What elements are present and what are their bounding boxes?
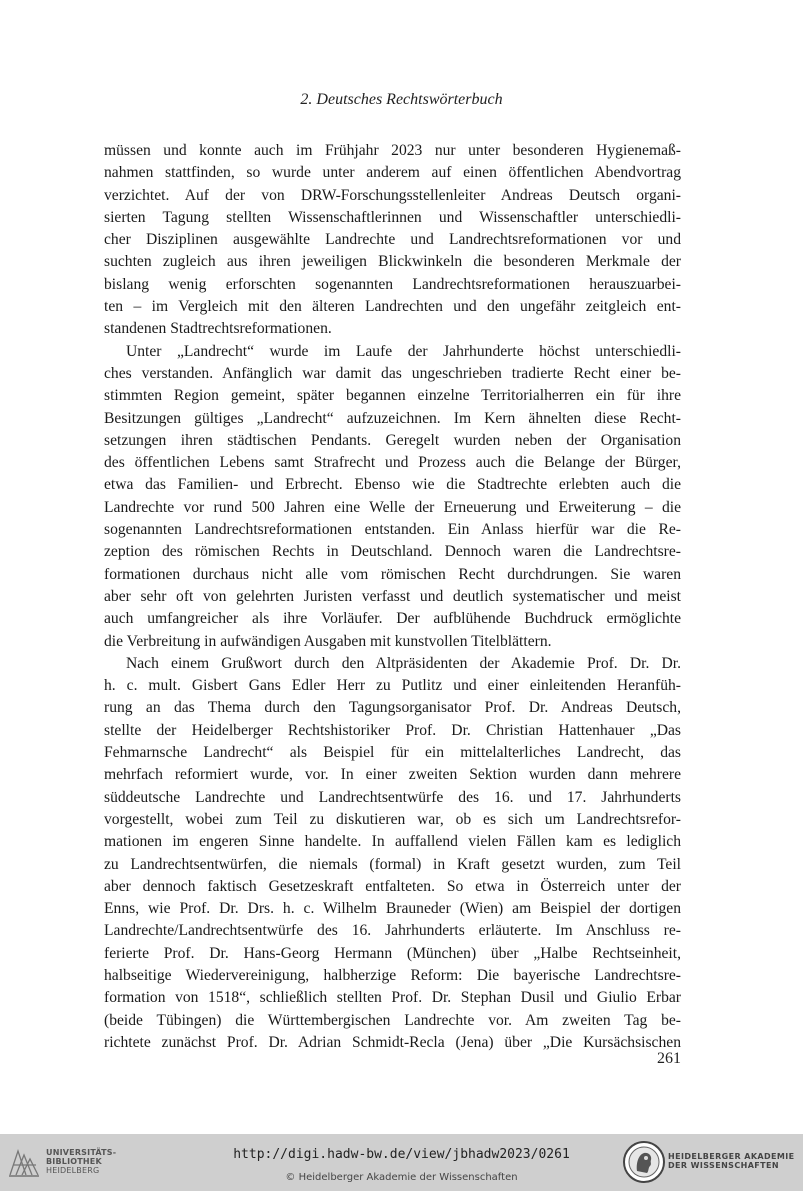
text-line: bislang wenig erforschten sogenannten Landrechtsreformationen herauszuarbei-: [104, 275, 681, 293]
digitization-footer: [0, 1134, 803, 1191]
text-line: zu Landrechtsentwürfen, die niemals (formal) in Kraft gesetzt wurden, zum Teil: [104, 855, 681, 873]
text-line: setzungen ihren städtischen Pendants. Geregelt wurden neben der Organisation: [104, 431, 681, 449]
text-line: ferierte Prof. Dr. Hans-Georg Hermann (München) über „Halbe Rechtseinheit,: [104, 944, 681, 962]
text-line: vorgestellt, wobei zum Teil zu diskutieren war, ob es sich um Landrechtsrefor-: [104, 810, 681, 828]
text-line: ten – im Vergleich mit den älteren Landrechten und den ungefähr zeitgleich ent-: [104, 298, 681, 316]
running-head: 2. Deutsches Rechtswörterbuch: [300, 91, 503, 108]
hadw-line-1: HEIDELBERGER AKADEMIE: [668, 1152, 795, 1161]
ub-line-1: UNIVERSITÄTS-: [46, 1148, 117, 1157]
text-line: nahmen stattfinden, so wurde unter anderem auf einen öffentlichen Abendvortrag: [104, 164, 681, 182]
text-line: des öffentlichen Lebens samt Strafrecht und Prozess auch die Belange der Bürger,: [104, 454, 681, 472]
text-line: Fehmarnsche Landrecht“ als Beispiel für ein mittelalterliches Landrecht, das: [104, 744, 681, 762]
text-line: etwa das Familien- und Erbrecht. Ebenso wie die Stadtrechte erlebten auch die: [104, 476, 681, 494]
text-line: cher Disziplinen ausgewählte Landrechte und Landrechtsreformationen vor und: [104, 231, 681, 249]
text-line: zeption des römischen Rechts in Deutschland. Dennoch waren die Landrechtsre-: [104, 543, 681, 561]
text-line: süddeutsche Landrechte und Landrechtsentwürfe des 16. und 17. Jahrhunderts: [104, 788, 681, 806]
page-number: 261: [657, 1050, 681, 1067]
academy-seal-icon: [622, 1140, 666, 1184]
text-line: mehrfach reformiert wurde, vor. In einer zweiten Sektion wurden dann mehrere: [104, 766, 681, 784]
text-line: verzichtet. Auf der von DRW-Forschungsstellenleiter Andreas Deutsch organi-: [104, 186, 681, 204]
text-line: Enns, wie Prof. Dr. Drs. h. c. Wilhelm Brauneder (Wien) am Beispiel der dortigen: [104, 900, 681, 918]
text-line: Nach einem Grußwort durch den Altpräsidenten der Akademie Prof. Dr. Dr.: [126, 654, 681, 672]
text-line: sogenannten Landrechtsreformationen entstanden. Ein Anlass hierfür war die Re-: [104, 521, 681, 539]
ub-line-3: HEIDELBERG: [46, 1166, 100, 1175]
text-line: halbseitige Wiedervereinigung, halbherzige Reform: Die bayerische Landrechtsre-: [104, 966, 681, 984]
text-line: stellte der Heidelberger Rechtshistoriker Prof. Dr. Christian Hattenhauer „Das: [104, 721, 681, 739]
text-line: aber sehr oft von gelehrten Juristen verfasst und deutlich systematischer und meist: [104, 587, 681, 605]
text-line: Landrechte/Landrechtsentwürfe des 16. Jahrhunderts erläuterte. Im Anschluss re-: [104, 922, 681, 940]
text-line: Besitzungen gültiges „Landrecht“ aufzuzeichnen. Im Kern ähnelten diese Recht-: [104, 409, 681, 427]
text-line: mationen im engeren Sinne handelte. In auffallend vielen Fällen kam es lediglich: [104, 833, 681, 851]
text-line: stimmten Region gemeint, später begannen einzelne Territorialherren ein für ihre: [104, 387, 681, 405]
text-line: formation von 1518“, schließlich stellten Prof. Dr. Stephan Dusil und Giulio Erbar: [104, 989, 681, 1007]
text-line: standenen Stadtrechtsreformationen.: [104, 320, 332, 338]
permalink-url[interactable]: http://digi.hadw-bw.de/view/jbhadw2023/0261: [233, 1147, 570, 1162]
text-line: aber dennoch faktisch Gesetzeskraft entfalteten. So etwa in Österreich unter der: [104, 877, 681, 895]
body-text: [104, 140, 681, 1054]
text-line: Landrechte vor rund 500 Jahren eine Welle der Erneuerung und Erweiterung – die: [104, 498, 681, 516]
text-line: sierten Tagung stellten Wissenschaftlerinnen und Wissenschaftler unterschiedli-: [104, 208, 681, 226]
ub-line-2: BIBLIOTHEK: [46, 1157, 102, 1166]
text-line: auch umfangreicher als ihre Vorläufer. Der aufblühende Buchdruck ermöglichte: [104, 610, 681, 628]
text-line: die Verbreitung in aufwändigen Ausgaben mit kunstvollen Titelblättern.: [104, 632, 552, 650]
text-line: rung an das Thema durch den Tagungsorganisator Prof. Dr. Andreas Deutsch,: [104, 699, 681, 717]
copyright-notice: © Heidelberger Akademie der Wissenschaften: [285, 1172, 518, 1183]
text-line: ches verstanden. Anfänglich war damit das ungeschrieben tradierte Recht einer be-: [104, 364, 681, 382]
text-line: formationen durchaus nicht alle vom römischen Recht durchdrungen. Sie waren: [104, 565, 681, 583]
text-line: Unter „Landrecht“ wurde im Laufe der Jahrhunderte höchst unterschiedli-: [126, 342, 681, 360]
text-line: müssen und konnte auch im Frühjahr 2023 nur unter besonderen Hygienemaß-: [104, 142, 681, 159]
text-line: suchten zugleich aus ihren jeweiligen Blickwinkeln die besonderen Merkmale der: [104, 253, 681, 271]
text-line: richtete zunächst Prof. Dr. Adrian Schmidt-Recla (Jena) über „Die Kursächsischen: [104, 1033, 681, 1051]
hadw-line-2: DER WISSENSCHAFTEN: [668, 1161, 779, 1170]
academy-name: [668, 1152, 795, 1170]
text-line: h. c. mult. Gisbert Gans Edler Herr zu Putlitz und einer einleitenden Heranfüh-: [104, 677, 681, 695]
text-line: (beide Tübingen) die Württembergischen Landrechte vor. Am zweiten Tag be-: [104, 1011, 681, 1029]
